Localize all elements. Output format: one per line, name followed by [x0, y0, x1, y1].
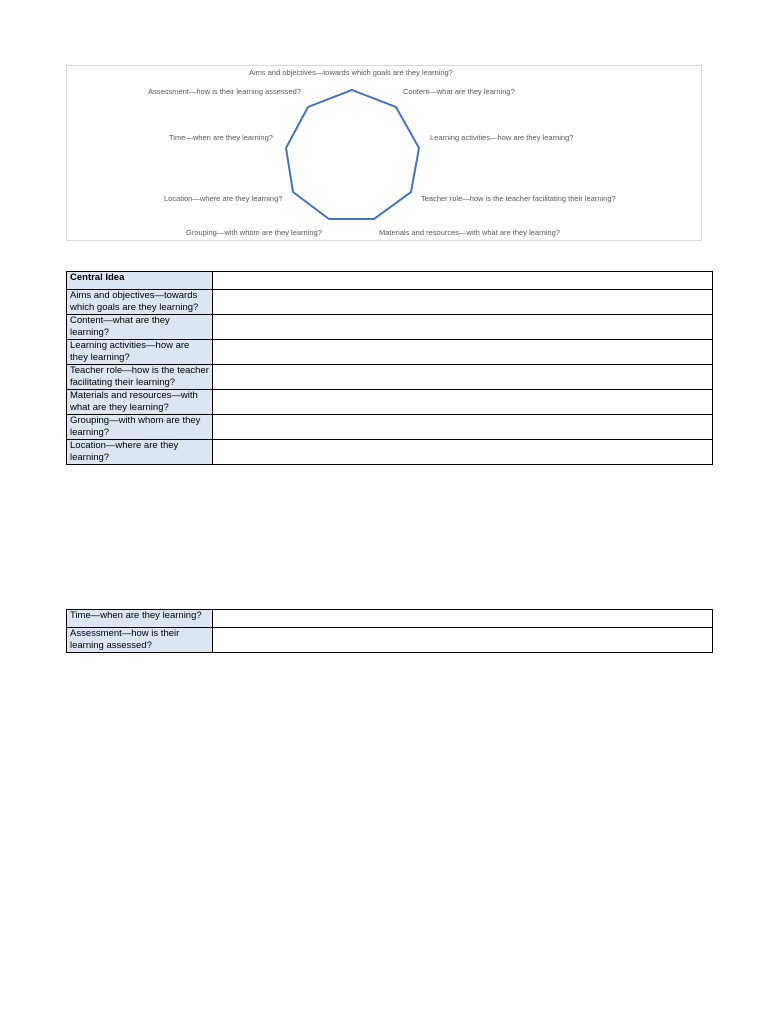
row-input-learning-activities[interactable] — [213, 340, 713, 365]
table-row — [67, 315, 713, 340]
row-label-location: Location—where are they learning? — [67, 440, 213, 465]
curriculum-spider-diagram — [66, 65, 702, 241]
time-assessment-table — [66, 609, 713, 653]
table-row — [67, 340, 713, 365]
table-row — [67, 415, 713, 440]
label-content: Content—what are they learning? — [403, 87, 515, 96]
label-teacher-role: Teacher role—how is the teacher facilitating their learning? — [421, 194, 616, 203]
label-aims: Aims and objectives—towards which goals are they learning? — [249, 68, 453, 77]
label-time: Time—when are they learning? — [169, 133, 273, 142]
table-row — [67, 440, 713, 465]
row-label-materials: Materials and resources—with what are they learning? — [67, 390, 213, 415]
label-materials: Materials and resources—with what are they learning? — [379, 228, 560, 237]
central-idea-table — [66, 271, 713, 465]
central-idea-input-cell[interactable] — [213, 272, 713, 290]
row-input-grouping[interactable] — [213, 415, 713, 440]
row-input-materials[interactable] — [213, 390, 713, 415]
label-assessment: Assessment—how is their learning assessed? — [148, 87, 301, 96]
row-input-location[interactable] — [213, 440, 713, 465]
row-label-assessment: Assessment—how is their learning assessed? — [67, 628, 213, 653]
table-row — [67, 290, 713, 315]
row-input-time[interactable] — [213, 610, 713, 628]
row-label-grouping: Grouping—with whom are they learning? — [67, 415, 213, 440]
table-row-header — [67, 272, 713, 290]
table-row — [67, 365, 713, 390]
label-location: Location—where are they learning? — [164, 194, 283, 203]
table-row — [67, 390, 713, 415]
table-row — [67, 610, 713, 628]
row-input-content[interactable] — [213, 315, 713, 340]
row-label-aims: Aims and objectives—towards which goals are they learning? — [67, 290, 213, 315]
row-label-content: Content—what are they learning? — [67, 315, 213, 340]
row-input-aims[interactable] — [213, 290, 713, 315]
row-label-learning-activities: Learning activities—how are they learning? — [67, 340, 213, 365]
central-idea-label: Central Idea — [67, 272, 213, 290]
row-input-assessment[interactable] — [213, 628, 713, 653]
table-row — [67, 628, 713, 653]
row-label-time: Time—when are they learning? — [67, 610, 213, 628]
row-input-teacher-role[interactable] — [213, 365, 713, 390]
label-learning-activities: Learning activities—how are they learning? — [430, 133, 574, 142]
nonagon-outline — [286, 90, 419, 219]
label-grouping: Grouping—with whom are they learning? — [186, 228, 322, 237]
row-label-teacher-role: Teacher role—how is the teacher facilitating their learning? — [67, 365, 213, 390]
